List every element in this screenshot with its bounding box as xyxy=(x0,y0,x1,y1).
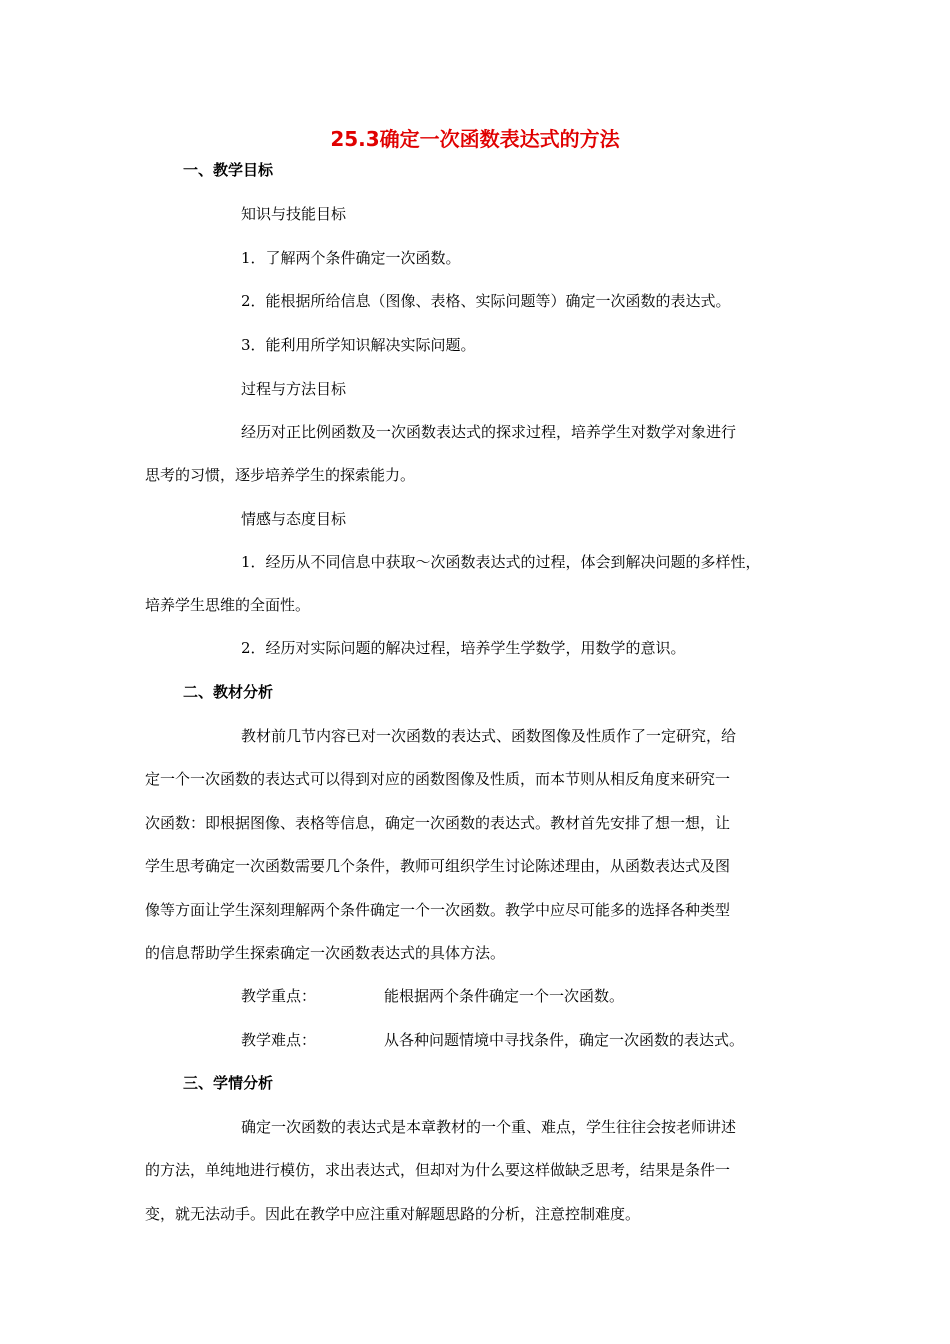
paragraph-line: 次函数：即根据图像、表格等信息，确定一次函数的表达式。教材首先安排了想一想，让 xyxy=(145,814,731,832)
subheading-emotion-attitude: 情感与态度目标 xyxy=(241,510,347,528)
subheading-process-method: 过程与方法目标 xyxy=(241,380,347,398)
goal-item: 2．能根据所给信息（图像、表格、实际问题等）确定一次函数的表达式。 xyxy=(241,292,731,310)
paragraph-line: 经历对正比例函数及一次函数表达式的探求过程，培养学生对数学对象进行 xyxy=(241,423,737,441)
goal-item: 1．经历从不同信息中获取～次函数表达式的过程，体会到解决问题的多样性， xyxy=(241,553,761,571)
difficulty-value: 从各种问题情境中寻找条件，确定一次函数的表达式。 xyxy=(384,1031,745,1049)
section-heading-textbook-analysis: 二、教材分析 xyxy=(183,683,274,701)
subheading-knowledge-skills: 知识与技能目标 xyxy=(241,205,347,223)
paragraph-line: 的信息帮助学生探索确定一次函数表达式的具体方法。 xyxy=(145,944,506,962)
difficulty-label: 教学难点： xyxy=(241,1031,317,1049)
paragraph-line: 的方法，单纯地进行模仿，求出表达式，但却对为什么要这样做缺乏思考，结果是条件一 xyxy=(145,1161,731,1179)
document-title: 25.3确定一次函数表达式的方法 xyxy=(330,127,620,151)
paragraph-line: 确定一次函数的表达式是本章教材的一个重、难点，学生往往会按老师讲述 xyxy=(241,1118,737,1136)
key-point-value: 能根据两个条件确定一个一次函数。 xyxy=(384,987,625,1005)
paragraph-line: 学生思考确定一次函数需要几个条件，教师可组织学生讨论陈述理由，从函数表达式及图 xyxy=(145,857,731,875)
goal-item: 1．了解两个条件确定一次函数。 xyxy=(241,249,461,267)
paragraph-line: 培养学生思维的全面性。 xyxy=(145,596,311,614)
paragraph-line: 像等方面让学生深刻理解两个条件确定一个一次函数。教学中应尽可能多的选择各种类型 xyxy=(145,901,731,919)
paragraph-line: 教材前几节内容已对一次函数的表达式、函数图像及性质作了一定研究，给 xyxy=(241,727,737,745)
paragraph-line: 变，就无法动手。因此在教学中应注重对解题思路的分析，注意控制难度。 xyxy=(145,1205,641,1223)
goal-item: 2．经历对实际问题的解决过程，培养学生学数学，用数学的意识。 xyxy=(241,639,686,657)
paragraph-line: 思考的习惯，逐步培养学生的探索能力。 xyxy=(145,466,416,484)
section-heading-teaching-goals: 一、教学目标 xyxy=(183,161,274,179)
paragraph-line: 定一个一次函数的表达式可以得到对应的函数图像及性质，而本节则从相反角度来研究一 xyxy=(145,770,731,788)
goal-item: 3．能利用所学知识解决实际问题。 xyxy=(241,336,476,354)
section-heading-learner-analysis: 三、学情分析 xyxy=(183,1074,274,1092)
key-point-label: 教学重点： xyxy=(241,987,317,1005)
